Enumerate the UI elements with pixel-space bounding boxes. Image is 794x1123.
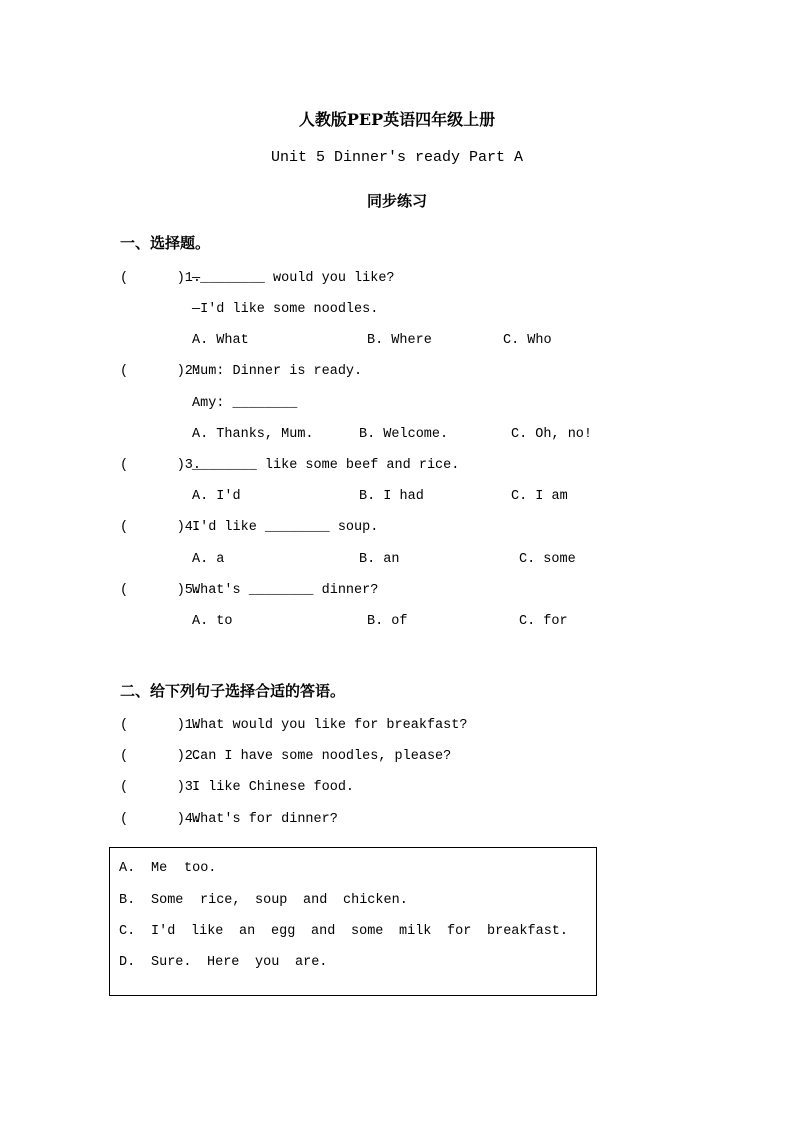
- answer-word: Sure.: [151, 955, 192, 970]
- option-a: A. to: [192, 614, 233, 629]
- answer-word: chicken.: [343, 893, 408, 908]
- answer-word: an: [239, 924, 256, 939]
- answer-options-box: [109, 847, 597, 996]
- answer-blank: ( )2.: [120, 364, 202, 379]
- answer-word: are.: [295, 955, 328, 970]
- option-a: A. What: [192, 333, 249, 348]
- answer-blank: ( )4.: [120, 520, 202, 535]
- answer-word: some: [351, 924, 384, 939]
- option-c: C. some: [519, 552, 576, 567]
- answer-blank: ( )1.: [120, 271, 202, 286]
- document-subtitle-2: 同步练习: [366, 192, 427, 210]
- option-c: C. Who: [503, 333, 552, 348]
- question-text: What's for dinner?: [192, 812, 338, 827]
- section1-heading: 一、选择题。: [120, 234, 211, 252]
- answer-word: Me: [151, 861, 168, 876]
- answer-letter: C.: [119, 924, 136, 939]
- answer-word: and: [311, 924, 336, 939]
- option-a: A. I'd: [192, 489, 241, 504]
- answer-word: egg: [271, 924, 296, 939]
- answer-blank: ( )3.: [120, 780, 202, 795]
- option-b: B. of: [367, 614, 408, 629]
- answer-blank: ( )4.: [120, 812, 202, 827]
- option-c: C. Oh, no!: [511, 427, 593, 442]
- answer-blank: ( )5.: [120, 583, 202, 598]
- answer-word: Some: [151, 893, 184, 908]
- question-text: What would you like for breakfast?: [192, 718, 468, 733]
- section2-heading: 二、给下列句子选择合适的答语。: [120, 682, 346, 700]
- answer-word: breakfast.: [487, 924, 569, 939]
- question-stem: —________ would you like?: [192, 271, 395, 286]
- answer-blank: ( )2.: [120, 749, 202, 764]
- answer-letter: D.: [119, 955, 136, 970]
- document-title: 人教版PEP英语四年级上册: [298, 110, 496, 129]
- option-a: A. a: [192, 552, 225, 567]
- answer-word: rice,: [200, 893, 241, 908]
- question-stem: Mum: Dinner is ready.: [192, 364, 363, 379]
- answer-word: Here: [207, 955, 240, 970]
- option-b: B. Welcome.: [359, 427, 449, 442]
- answer-word: for: [447, 924, 472, 939]
- option-c: C. for: [519, 614, 568, 629]
- option-c: C. I am: [511, 489, 568, 504]
- question-text: I like Chinese food.: [192, 780, 355, 795]
- question-stem-line2: —I'd like some noodles.: [192, 302, 379, 317]
- answer-word: milk: [399, 924, 432, 939]
- question-stem-line2: Amy: ________: [192, 396, 298, 411]
- answer-word: too.: [184, 861, 217, 876]
- question-stem: What's ________ dinner?: [192, 583, 379, 598]
- answer-word: I'd: [151, 924, 176, 939]
- answer-word: you: [255, 955, 280, 970]
- question-stem: I'd like ________ soup.: [192, 520, 379, 535]
- question-text: Can I have some noodles, please?: [192, 749, 452, 764]
- option-b: B. Where: [367, 333, 432, 348]
- answer-letter: A.: [119, 861, 136, 876]
- option-b: B. I had: [359, 489, 424, 504]
- answer-word: and: [303, 893, 328, 908]
- answer-word: like: [191, 924, 224, 939]
- option-b: B. an: [359, 552, 400, 567]
- answer-blank: ( )1.: [120, 718, 202, 733]
- option-a: A. Thanks, Mum.: [192, 427, 314, 442]
- answer-blank: ( )3.: [120, 458, 202, 473]
- answer-word: soup: [255, 893, 288, 908]
- answer-letter: B.: [119, 893, 136, 908]
- document-subtitle: Unit 5 Dinner's ready Part A: [270, 149, 524, 166]
- question-stem: ________ like some beef and rice.: [192, 458, 460, 473]
